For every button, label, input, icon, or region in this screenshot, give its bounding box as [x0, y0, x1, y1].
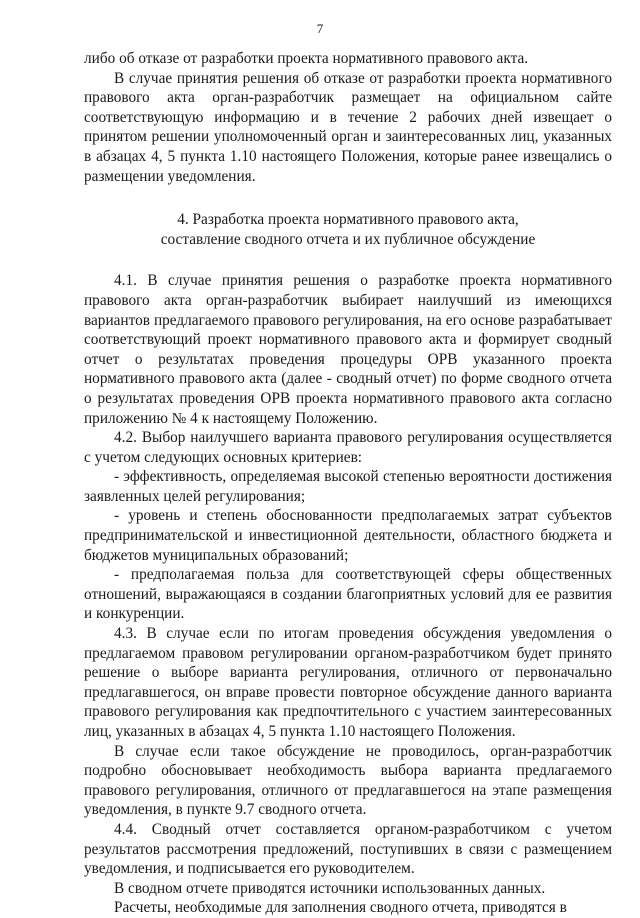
paragraph: Расчеты, необходимые для заполнения сводного отчета, приводятся в: [114, 899, 567, 917]
section-heading-line-1: 4. Разработка проекта нормативного правового акта,: [177, 211, 519, 229]
paragraphs-after-heading: [84, 271, 612, 918]
paragraph: 4.4. Сводный отчет составляется органом-разработчиком с учетом результатов рассмотрения предложений, поступивших в связи с размещением уведомления, и подписывается его руководителем.: [84, 820, 612, 878]
paragraph: - уровень и степень обоснованности предполагаемых затрат субъектов предпринимательской и инвестиционной деятельности, областного бюджета и бюджетов муниципальных образований;: [84, 507, 612, 564]
paragraph: В сводном отчете приводятся источники использованных данных.: [114, 879, 546, 897]
section-heading: [84, 210, 612, 249]
paragraph: 4.2. Выбор наилучшего варианта правового регулирования осуществляется с учетом следующих основных критериев:: [84, 429, 612, 466]
paragraph: 4.3. В случае если по итогам проведения обсуждения уведомления о предлагаемом правовом регулировании органом-разработчиком будет принято решение о выборе варианта регулирования, отличного от первоначально предлагавшегося, он вправе провести повторное обсуждение данного варианта правового регулирования как предпочтительного с участием заинтересованных лиц, указанных в абзацах 4, 5 пункта 1.10 настоящего Положения.: [84, 625, 612, 740]
paragraph: В случае принятия решения об отказе от разработки проекта нормативного правового акта орган-разработчик размещает на официальном сайте соответствующую информацию и в течение 2 рабочих дней извещает о принятом решении уполномоченный орган и заинтересованных лиц, указанных в абзацах 4, 5 пункта 1.10 настоящего Положения, которые ранее извещались о размещении уведомления.: [84, 69, 612, 185]
paragraph: 4.1. В случае принятия решения о разработке проекта нормативного правового акта орган-разработчик выбирает наилучший из имеющихся вариантов предлагаемого правового регулирования, на его основе разрабатывает соответствующий проект нормативного правового акта и формирует сводный отчет о результатах проведения процедуры ОРВ указанного проекта нормативного правового акта (далее - сводный отчет) по форме сводного отчета о результатах проведения ОРВ проекта нормативного правового акта согласно приложению № 4 к настоящему Положению.: [84, 272, 612, 427]
document-body: [84, 49, 612, 918]
paragraph: В случае если такое обсуждение не проводилось, орган-разработчик подробно обосновывает необходимость выбора варианта предлагаемого правового регулирования, отличного от предлагавшегося на этапе размещения уведомления, в пункте 9.7 сводного отчета.: [84, 742, 612, 819]
paragraphs-before-heading: [84, 49, 612, 186]
paragraph: - эффективность, определяемая высокой степенью вероятности достижения заявленных целей регулирования;: [84, 468, 612, 505]
section-heading-line-2: составление сводного отчета и их публичное обсуждение: [160, 230, 536, 248]
page-number: 7: [316, 21, 324, 36]
paragraph: - предполагаемая польза для соответствующей сферы общественных отношений, выражающаяся в создании благоприятных условий для ее развития и конкуренции.: [84, 566, 612, 623]
paragraph: либо об отказе от разработки проекта нормативного правового акта.: [84, 50, 529, 67]
